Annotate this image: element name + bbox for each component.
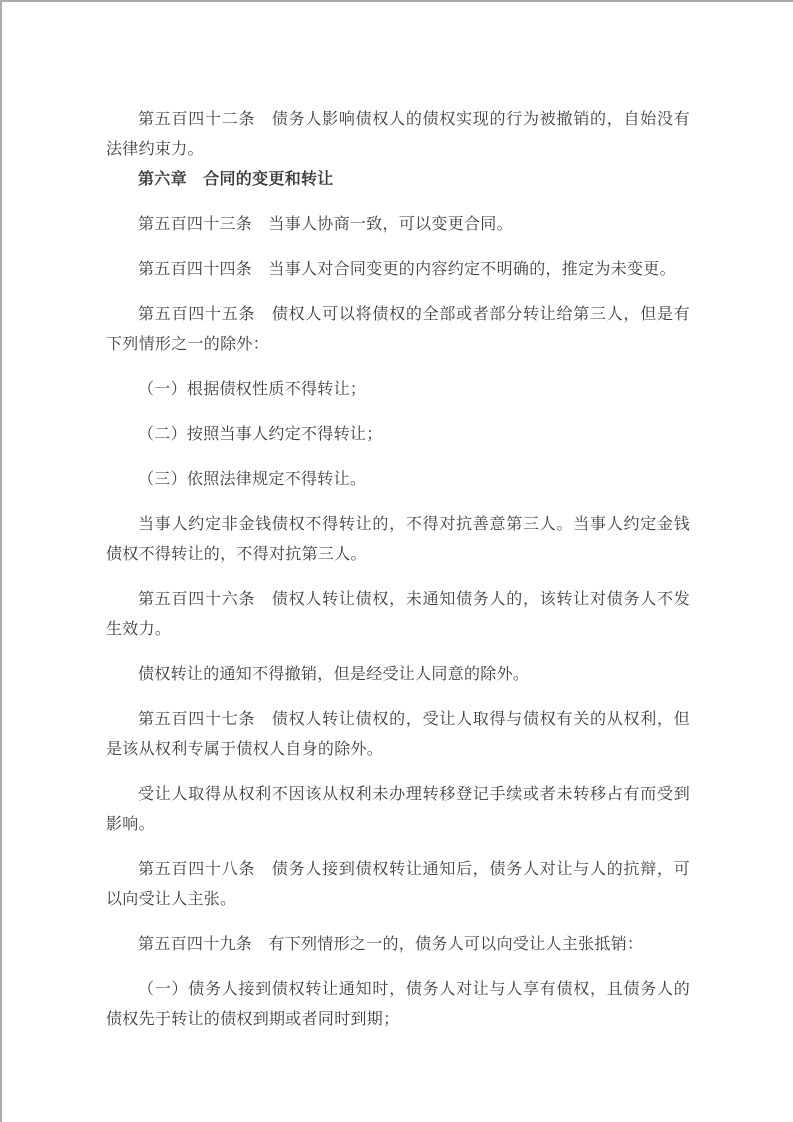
paragraph-article-545-item-2: （二）按照当事人约定不得转让； — [138, 426, 383, 443]
paragraph-article-548: 第五百四十八条 债务人接到债权转让通知后，债务人对让与人的抗辩，可以向受让人主张。 — [106, 861, 690, 908]
paragraph-article-545-para-2: 当事人约定非金钱债权不得转让的，不得对抗善意第三人。当事人约定金钱债权不得转让的，不得对抗第三人。 — [106, 516, 690, 563]
paragraph-article-547: 第五百四十七条 债权人转让债权的，受让人取得与债权有关的从权利，但是该从权利专属于债权人自身的除外。 — [106, 711, 690, 758]
paragraph-article-549: 第五百四十九条 有下列情形之一的，债务人可以向受让人主张抵销： — [138, 936, 644, 953]
paragraph-article-543: 第五百四十三条 当事人协商一致，可以变更合同。 — [138, 216, 513, 233]
paragraph-article-549-item-1: （一）债务人接到债权转让通知时，债务人对让与人享有债权，且债务人的债权先于转让的债权到期或者同时到期； — [106, 981, 690, 1028]
paragraph-article-544: 第五百四十四条 当事人对合同变更的内容约定不明确的，推定为未变更。 — [138, 261, 676, 278]
paragraph-article-546-para-2: 债权转让的通知不得撤销，但是经受让人同意的除外。 — [138, 666, 530, 683]
paragraph-article-547-para-2: 受让人取得从权利不因该从权利未办理转移登记手续或者未转移占有而受到影响。 — [106, 786, 690, 833]
chapter-6-heading: 第六章 合同的变更和转让 — [138, 171, 334, 188]
paragraph-article-545: 第五百四十五条 债权人可以将债权的全部或者部分转让给第三人，但是有下列情形之一的除外： — [106, 306, 690, 353]
paragraph-article-546: 第五百四十六条 债权人转让债权，未通知债务人的，该转让对债务人不发生效力。 — [106, 591, 690, 638]
paragraph-article-545-item-1: （一）根据债权性质不得转让； — [138, 381, 367, 398]
paragraph-article-545-item-3: （三）依照法律规定不得转让。 — [138, 471, 367, 488]
paragraph-article-542: 第五百四十二条 债务人影响债权人的债权实现的行为被撤销的，自始没有法律约束力。 — [106, 111, 690, 158]
document-content — [2, 2, 793, 1035]
